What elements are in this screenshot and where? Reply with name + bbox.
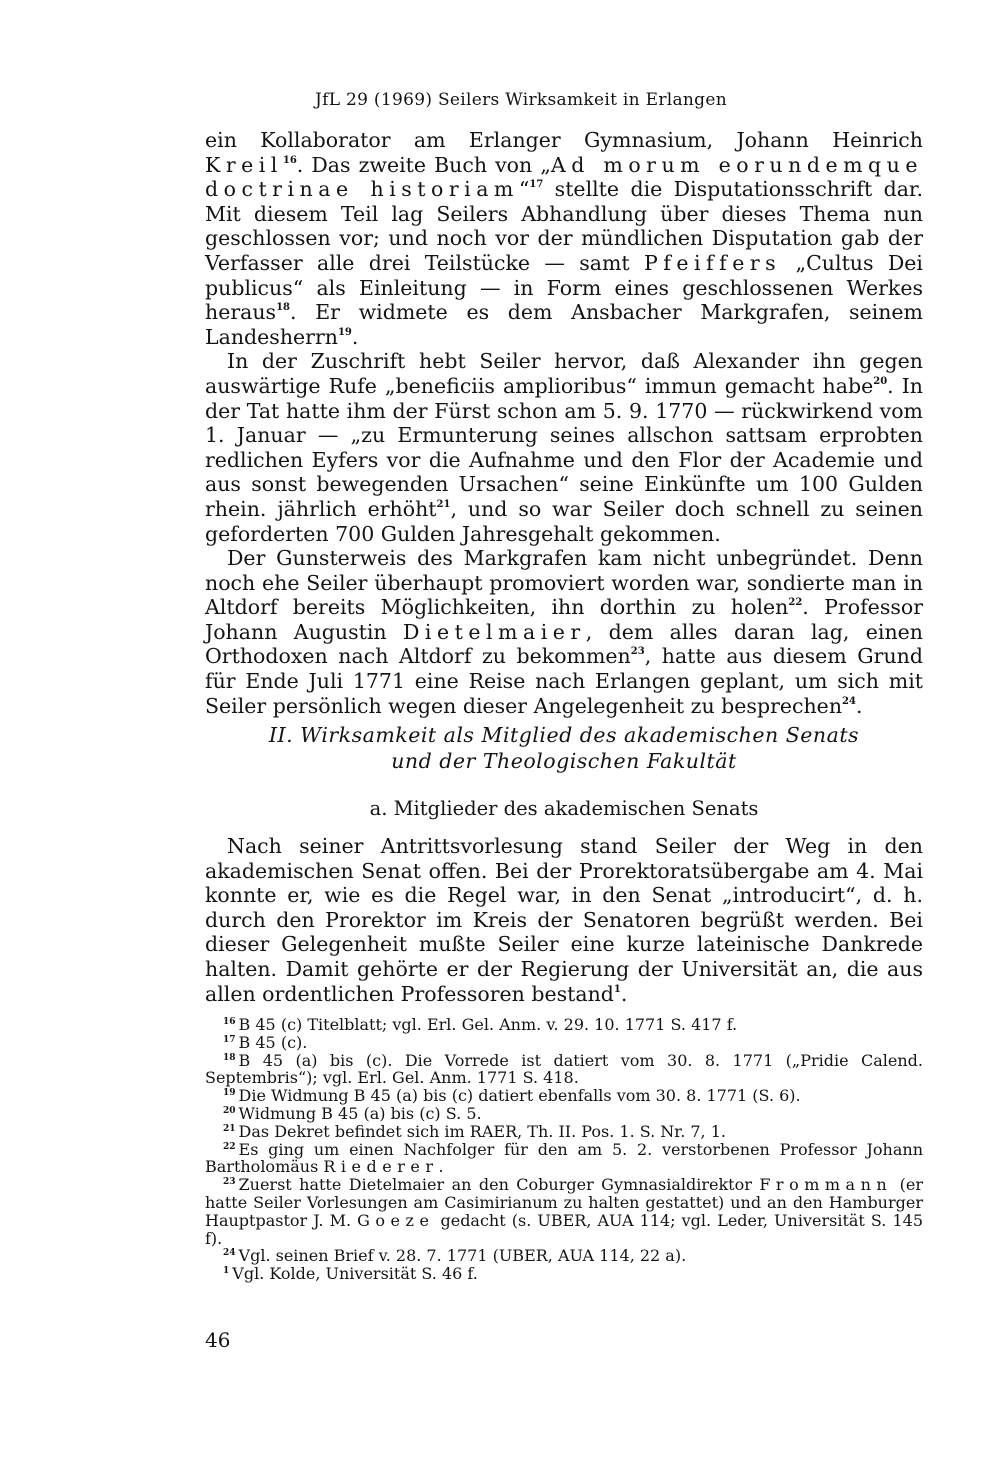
- footnote-ref: 23: [630, 646, 645, 658]
- footnote-ref: 20: [873, 375, 888, 387]
- text-run: ein Kollaborator am Erlanger Gymnasium, Johann Heinrich: [205, 128, 923, 152]
- spaced-name: Pfeiffers: [643, 250, 782, 275]
- section-heading-line-1: II. Wirksamkeit als Mitglied des akademischen Senats: [268, 723, 860, 747]
- text-run: B 45 (a) bis (c). Die Vorrede ist datiert vom 30. 8. 1771 („Pridie Calend. Septembris“); vgl. Erl. Gel. Anm. 1771 S. 418.: [205, 1050, 923, 1088]
- body-text-top: [205, 128, 923, 718]
- footnote-number: 23: [223, 1177, 236, 1188]
- spaced-name: Kreil: [205, 152, 283, 177]
- spaced-name: Goeze: [357, 1210, 435, 1230]
- text-run: . Das zweite Buch von „: [296, 152, 551, 177]
- text-run: Der Gunsterweis des Markgrafen kam nicht unbegründet. Denn noch ehe Seiler überhaupt promoviert worden war, sondierte man in Altdorf bereits Möglichkeiten, ihn dorthin zu holen: [205, 546, 923, 620]
- page-number: 46: [205, 1328, 231, 1352]
- text-run: .: [620, 981, 628, 1006]
- text-run: B 45 (c) Titelblatt; vgl. Erl. Gel. Anm. v. 29. 10. 1771 S. 417 f.: [238, 1015, 738, 1034]
- footnote-number: 17: [223, 1034, 236, 1045]
- footnote-ref: 17: [529, 179, 544, 191]
- footnote-number: 18: [223, 1052, 236, 1063]
- text-run: Widmung B 45 (a) bis (c) S. 5.: [238, 1103, 482, 1123]
- text-run: , und so war Seiler doch schnell zu seinen geforderten 700 Gulden Jahresgehalt gekommen.: [205, 496, 923, 546]
- footnotes: [205, 1016, 923, 1283]
- spaced-name: Frommann: [759, 1175, 893, 1195]
- footnote-ref: 1: [613, 983, 621, 995]
- footnote-ref: 19: [337, 326, 352, 338]
- footnote: [205, 1247, 923, 1265]
- spaced-name: Dietelmaier: [403, 619, 586, 644]
- text-run: In der Zuschrift hebt Seiler hervor, daß Alexander ihn gegen auswärtige Rufe „beneficiis amplioribus“ immun gemacht habe: [205, 349, 923, 398]
- footnote-number: 24: [223, 1248, 236, 1259]
- text-run: “: [518, 177, 530, 202]
- footnote: [205, 1087, 923, 1105]
- text-run: . Er widmete es dem Ansbacher Markgrafen, seinem Landesherrn: [205, 300, 923, 349]
- running-head: JfL 29 (1969) Seilers Wirksamkeit in Erlangen: [315, 90, 727, 110]
- text-run: , hatte aus diesem Grund für Ende Juli 1771 eine Reise nach Erlangen geplant, um sich mit Seiler persönlich wegen dieser Angelegenheit zu besprechen: [205, 644, 923, 718]
- subsection-heading: a. Mitglieder des akademischen Senats: [369, 797, 759, 820]
- footnote: [205, 1176, 923, 1247]
- footnote: [205, 1105, 923, 1123]
- text-run: .: [351, 324, 359, 349]
- text-run: Die Widmung B 45 (a) bis (c) datiert ebenfalls vom 30. 8. 1771 (S. 6).: [238, 1086, 801, 1106]
- text-run: Zuerst hatte Dietelmaier an den Coburger Gymnasialdirektor: [238, 1175, 760, 1195]
- footnote: [205, 1016, 923, 1034]
- section-heading-line-2: und der Theologischen Fakultät: [391, 749, 737, 773]
- footnote-ref: 21: [436, 498, 451, 510]
- footnote: [205, 1123, 923, 1141]
- text-run: (er hatte Seiler Vorlesungen am Casimirianum zu halten gestattet) und an den Hamburger Hauptpastor J. M.: [205, 1175, 923, 1230]
- spaced-name: Ad morum eorundemque doctrinae historiam: [205, 152, 923, 202]
- text-run: .: [438, 1157, 444, 1177]
- text-run: „Cultus Dei publicus“ als Einleitung — in Form eines geschlossenen Werkes heraus: [205, 250, 923, 325]
- paragraph-1: [205, 128, 923, 349]
- footnote-ref: 22: [788, 597, 803, 609]
- footnote-number: 1: [223, 1266, 230, 1277]
- paragraph-4: [205, 834, 923, 1006]
- text-run: Vgl. Kolde, Universität S. 46 f.: [232, 1264, 478, 1284]
- footnote: [205, 1265, 923, 1283]
- footnote: [205, 1141, 923, 1177]
- paragraph-3: [205, 546, 923, 718]
- text-run: Nach seiner Antrittsvorlesung stand Seiler der Weg in den akademischen Senat offen. Bei der Prorektoratsübergabe am 4. Mai konnte er, wie es die Regel war, in den Senat „introducirt“, d. h. durch den Prorektor im Kreis der Senatoren begrüßt werden. Bei dieser Gelegenheit mußte Seiler eine kurze lateinische Dankrede halten. Damit gehörte er der Regierung der Universität an, die aus allen ordentlichen Professoren bestand: [205, 834, 923, 1006]
- footnote-number: 16: [223, 1017, 236, 1027]
- footnote-ref: 16: [282, 154, 297, 166]
- text-run: Vgl. seinen Brief v. 28. 7. 1771 (UBER, AUA 114, 22 a).: [238, 1246, 687, 1266]
- text-run: , dem alles daran lag, einen Orthodoxen nach Altdorf zu bekommen: [205, 619, 923, 669]
- footnote-number: 21: [223, 1123, 236, 1134]
- spaced-name: Riederer: [323, 1157, 439, 1177]
- footnote-number: 20: [223, 1105, 236, 1116]
- footnote-ref: 18: [276, 302, 291, 314]
- text-run: stellte die Disputationsschrift dar. Mit diesem Teil lag Seilers Abhandlung über dieses Thema nun geschlossen vor; und noch vor der mündlichen Disputation gab der Verfasser alle drei Teilstücke — samt: [205, 177, 923, 275]
- paragraph-2: [205, 349, 923, 546]
- text-run: . In der Tat hatte ihm der Fürst schon am 5. 9. 1770 — rückwirkend vom 1. Januar — „zu Ermunterung seines allschon sattsam erprobten redlichen Eyfers vor die Aufnahme und den Flor der Academie und aus sonst bewegenden Ursachen“ seine Einkünfte um 100 Gulden rhein. jährlich erhöht: [205, 373, 923, 521]
- footnote-ref: 24: [842, 695, 856, 707]
- text-run: Es ging um einen Nachfolger für den am 5. 2. verstorbenen Professor Johann Bartholomäus: [205, 1139, 923, 1177]
- text-run: Das Dekret befindet sich im RAER, Th. II. Pos. 1. S. Nr. 7, 1.: [238, 1121, 726, 1141]
- footnote: [205, 1052, 923, 1088]
- text-run: . Professor Johann Augustin: [205, 595, 923, 644]
- text-run: .: [855, 693, 863, 718]
- footnote-number: 22: [223, 1141, 236, 1152]
- body-text-section: [205, 834, 923, 1006]
- footnote-number: 19: [223, 1088, 236, 1099]
- text-run: B 45 (c).: [238, 1032, 308, 1052]
- text-run: gedacht (s. UBER, AUA 114; vgl. Leder, Universität S. 145 f).: [205, 1210, 924, 1248]
- footnote: [205, 1034, 923, 1052]
